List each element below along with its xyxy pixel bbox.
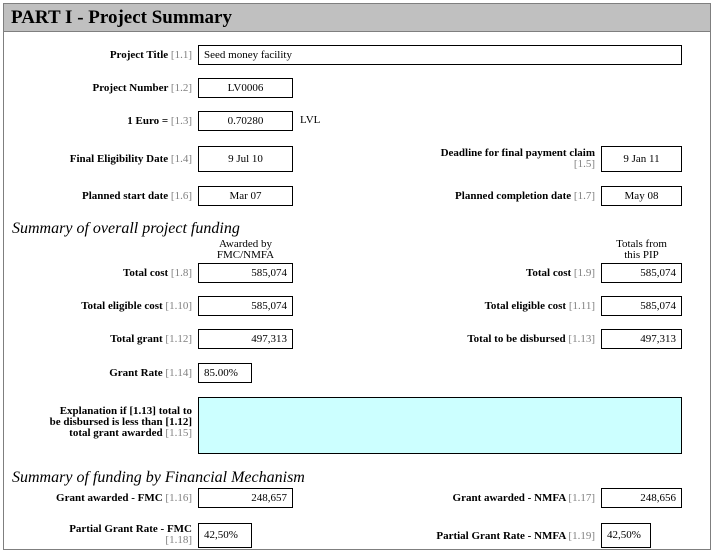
totals-column-header: Totals from this PIP xyxy=(616,238,667,261)
total-grant-label: Total grant [1.12] xyxy=(110,333,192,345)
grant-fmc-label: Grant awarded - FMC [1.16] xyxy=(56,492,192,504)
total-disbursed-field[interactable]: 497,313 xyxy=(601,329,682,349)
total-disbursed-label: Total to be disbursed [1.13] xyxy=(467,333,595,345)
total-eligible-pip-field[interactable]: 585,074 xyxy=(601,296,682,316)
partial-fmc-label: Partial Grant Rate - FMC [1.18] xyxy=(69,523,192,546)
mechanism-heading: Summary of funding by Financial Mechanism xyxy=(12,469,305,486)
planned-completion-field[interactable]: May 08 xyxy=(601,186,682,206)
euro-rate-label: 1 Euro = [1.3] xyxy=(127,115,192,127)
deadline-label: Deadline for final payment claim [1.5] xyxy=(440,147,595,170)
planned-completion-label: Planned completion date [1.7] xyxy=(455,190,595,202)
explanation-label: Explanation if [1.13] total to be disbursed is less than [1.12] total grant awarded [1.15] xyxy=(49,405,192,439)
total-grant-field[interactable]: 497,313 xyxy=(198,329,293,349)
total-cost-field[interactable]: 585,074 xyxy=(198,263,293,283)
grant-nmfa-label: Grant awarded - NMFA [1.17] xyxy=(452,492,595,504)
project-number-label: Project Number [1.2] xyxy=(92,82,192,94)
project-title-label: Project Title [1.1] xyxy=(109,49,192,61)
planned-start-label: Planned start date [1.6] xyxy=(82,190,192,202)
total-cost-pip-field[interactable]: 585,074 xyxy=(601,263,682,283)
grant-rate-label: Grant Rate [1.14] xyxy=(109,367,192,379)
page-title: PART I - Project Summary xyxy=(11,7,232,28)
final-eligibility-field[interactable]: 9 Jul 10 xyxy=(198,146,293,172)
funding-heading: Summary of overall project funding xyxy=(12,220,240,237)
final-eligibility-label: Final Eligibility Date [1.4] xyxy=(69,153,192,165)
currency-unit: LVL xyxy=(300,114,321,126)
total-eligible-field[interactable]: 585,074 xyxy=(198,296,293,316)
partial-nmfa-label: Partial Grant Rate - NMFA [1.19] xyxy=(436,530,595,542)
project-number-field[interactable]: LV0006 xyxy=(198,78,293,98)
partial-nmfa-field[interactable]: 42,50% xyxy=(601,523,651,548)
total-cost-pip-label: Total cost [1.9] xyxy=(526,267,595,279)
title-bar xyxy=(4,4,710,32)
grant-rate-field[interactable]: 85.00% xyxy=(198,363,252,383)
total-eligible-label: Total eligible cost [1.10] xyxy=(81,300,192,312)
project-title-field[interactable]: Seed money facility xyxy=(198,45,682,65)
deadline-field[interactable]: 9 Jan 11 xyxy=(601,146,682,172)
grant-fmc-field[interactable]: 248,657 xyxy=(198,488,293,508)
explanation-textarea[interactable] xyxy=(198,397,682,454)
awarded-column-header: Awarded by FMC/NMFA xyxy=(216,238,275,261)
total-cost-label: Total cost [1.8] xyxy=(123,267,192,279)
total-eligible-pip-label: Total eligible cost [1.11] xyxy=(484,300,595,312)
partial-fmc-field[interactable]: 42,50% xyxy=(198,523,252,548)
planned-start-field[interactable]: Mar 07 xyxy=(198,186,293,206)
euro-rate-field[interactable]: 0.70280 xyxy=(198,111,293,131)
grant-nmfa-field[interactable]: 248,656 xyxy=(601,488,682,508)
